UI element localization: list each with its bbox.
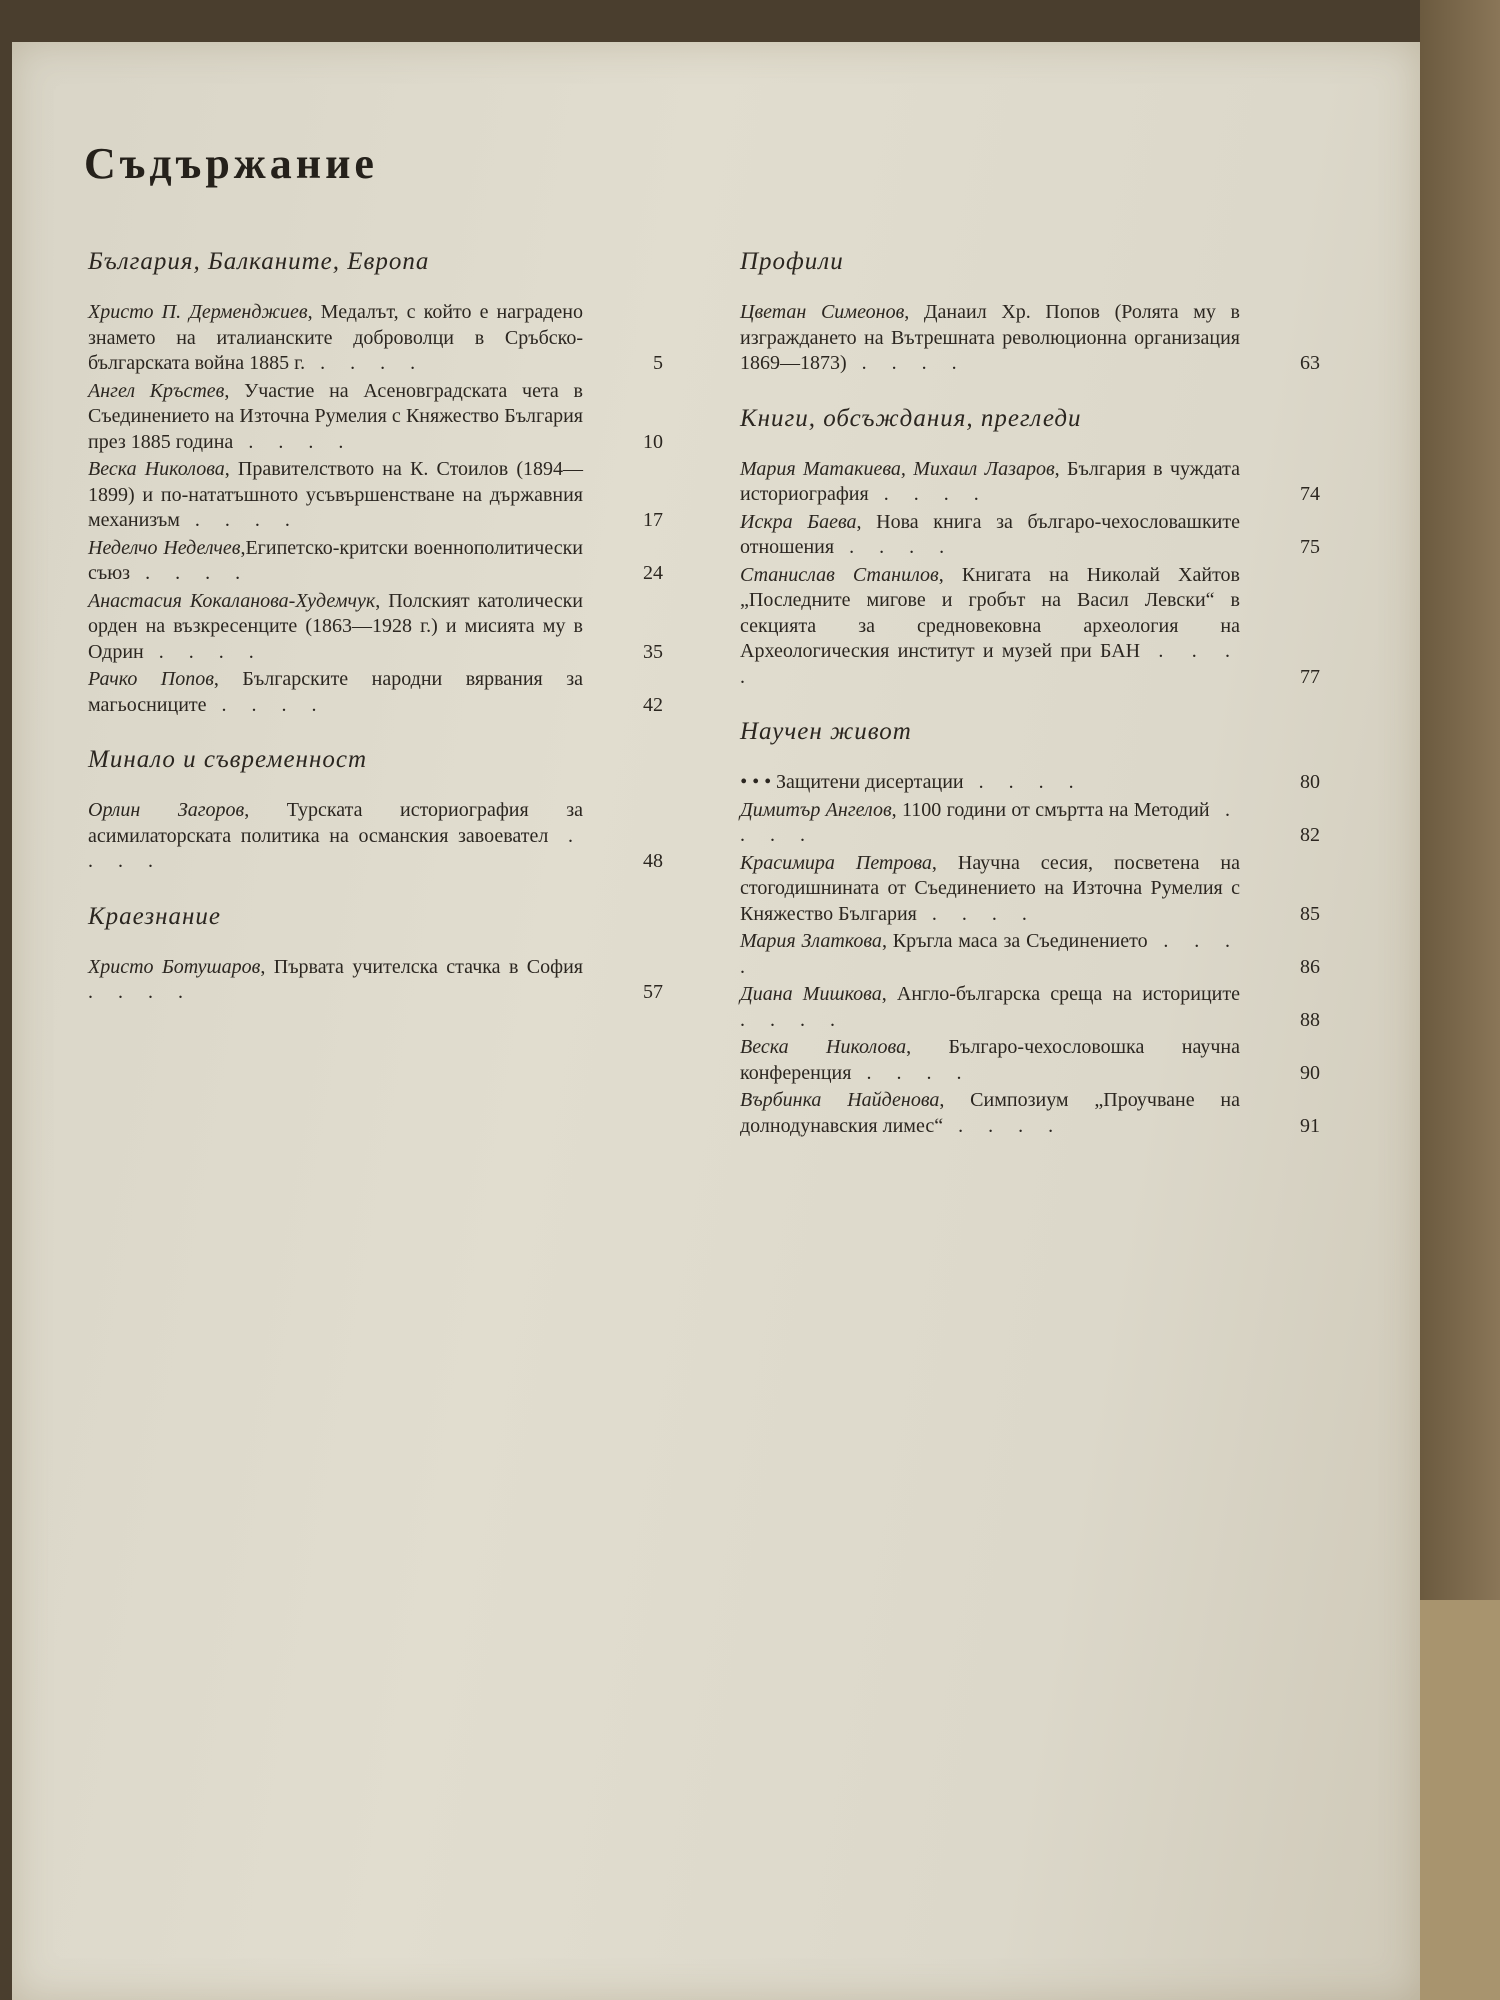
toc-entry: [88, 300, 663, 377]
background-shelf: [1420, 1600, 1500, 2000]
section-heading: Краезнание: [88, 902, 222, 930]
entry-title: , Участие на Асеновградската чета в Съединението на Източна Румелия с Княжество България през 1885 година: [88, 379, 583, 453]
dot-leader: . . . .: [88, 981, 193, 1003]
entry-page-number: 74: [1300, 483, 1320, 505]
toc-section: [88, 248, 663, 718]
dot-leader: . . . .: [740, 798, 1241, 846]
entry-title: , Първата учителска стачка в София: [260, 955, 583, 978]
entry-title: , Данаил Хр. Попов (Ролята му в изграждането на Вътрешната революционна организация 1869—1873): [740, 301, 1240, 374]
entry-author: Рачко Попов: [88, 668, 214, 690]
entry-author: Христо П. Дерменджиев: [88, 301, 308, 323]
entry-author: • • •: [740, 771, 772, 793]
entry-author: Върбинка Найденова: [740, 1089, 940, 1111]
toc-entry: [88, 589, 663, 666]
section-heading: Профили: [740, 248, 844, 275]
toc-section: [88, 903, 663, 1006]
toc-entry: [740, 510, 1320, 561]
toc-entry: [740, 929, 1320, 980]
entry-page-number: 48: [643, 850, 663, 872]
entry-page-number: 90: [1300, 1061, 1320, 1084]
entry-author: Мария Златкова: [740, 930, 882, 952]
dot-leader: . . . .: [179, 509, 300, 531]
entry-page-number: 5: [653, 352, 663, 374]
entry-title: , Медалът, с който е наградено знамето на италианските доброволци в Сръбско-българската война 1885 г.: [88, 301, 583, 374]
toc-section: [88, 746, 663, 875]
dot-leader: . . . .: [916, 902, 1037, 925]
dot-leader: . . . .: [740, 930, 1240, 978]
entry-title: , Книгата на Николай Хайтов „Последните мигове и гробът на Васил Левски“ в секцията за средновековна археология на Археологическия институт и музей при БАН: [740, 563, 1241, 662]
toc-entry: [740, 798, 1320, 849]
entry-title: , Нова книга за българо-чехословашките отношения: [740, 510, 1240, 558]
toc-entry: [740, 457, 1320, 508]
entry-author: Христо Ботушаров: [88, 955, 261, 978]
entry-title: , Българо-чехословошка научна конференция: [740, 1036, 1240, 1084]
entry-page-number: 35: [643, 640, 663, 663]
dot-leader: . . . .: [846, 352, 967, 374]
toc-entry: [88, 536, 663, 587]
entry-author: Станислав Станилов: [740, 563, 939, 586]
dot-leader: . . . .: [233, 430, 354, 453]
toc-section: [740, 405, 1320, 691]
entry-page-number: 75: [1300, 536, 1320, 558]
section-heading: Научен живот: [740, 718, 912, 745]
entry-page-number: 85: [1300, 902, 1320, 925]
dot-leader: . . . .: [868, 483, 989, 505]
toc-entry: [88, 379, 663, 456]
entry-page-number: 86: [1300, 955, 1320, 978]
page-title: Съдържание: [84, 139, 378, 188]
toc-entry: [740, 982, 1320, 1033]
entry-page-number: 91: [1300, 1114, 1320, 1137]
dot-leader: . . . .: [943, 1114, 1064, 1137]
toc-entry: [88, 667, 663, 718]
section-heading: България, Балканите, Европа: [88, 248, 430, 275]
entry-author: Цветан Симеонов: [740, 301, 905, 323]
entry-title: , Научна сесия, посветена на стогодишнината от Съединението на Източна Румелия с Княжество България: [740, 851, 1240, 925]
entry-author: Красимира Петрова: [740, 851, 932, 874]
entry-author: Веска Николова: [88, 458, 225, 480]
toc-entry: [88, 955, 663, 1006]
toc-entry: [740, 300, 1320, 377]
entry-title: , Полският католически орден на възкресенците (1863—1928 г.) и мисията му в Одрин: [88, 589, 584, 663]
toc-left-column: [88, 248, 663, 1034]
toc-right-column: [740, 248, 1320, 1167]
entry-title: , Турската историография за асимилаторската политика на османския завоевател: [88, 799, 583, 847]
entry-page-number: 24: [643, 562, 663, 584]
section-heading: Книги, обсъждания, прегледи: [740, 404, 1082, 432]
dot-leader: . . . .: [206, 693, 327, 716]
entry-author: Искра Баева: [740, 510, 857, 533]
toc-section: [740, 248, 1320, 377]
entry-page-number: 80: [1300, 771, 1320, 793]
entry-page-number: 57: [643, 981, 663, 1003]
entry-page-number: 10: [643, 430, 663, 453]
section-heading: Минало и съвременност: [88, 746, 368, 773]
dot-leader: . . . .: [834, 536, 955, 558]
dot-leader: . . . .: [305, 352, 426, 374]
entry-title: , 1100 години от смъртта на Методий: [891, 798, 1210, 821]
entry-title: , Англо-българска среща на историците: [881, 983, 1240, 1005]
dot-leader: . . . .: [143, 640, 264, 663]
toc-entry: [88, 457, 663, 534]
entry-author: Мария Матакиева, Михаил Лазаров: [740, 457, 1055, 480]
entry-page-number: 88: [1300, 1008, 1320, 1031]
dot-leader: . . . .: [88, 824, 583, 872]
entry-author: Анастасия Кокаланова-Худемчук: [88, 589, 376, 612]
toc-entry: [740, 563, 1320, 691]
toc-entry: [88, 798, 663, 875]
entry-page-number: 82: [1300, 824, 1320, 846]
entry-page-number: 17: [643, 509, 663, 531]
entry-title: , България в чуждата историография: [740, 457, 1240, 505]
entry-title: , Кръгла маса за Съединението: [881, 930, 1148, 952]
dot-leader: . . . .: [740, 1008, 845, 1031]
entry-author: Диана Мишкова: [740, 983, 882, 1005]
entry-author: Ангел Кръстев: [88, 379, 225, 402]
entry-title: , Българските народни вярвания за магьосниците: [88, 668, 583, 716]
entry-title: , Симпозиум „Проучване на долнодунавския лимес“: [740, 1089, 1241, 1137]
entry-title: Защитени дисертации: [771, 771, 964, 793]
entry-page-number: 42: [643, 693, 663, 716]
entry-title: , Правителството на К. Стоилов (1894—1899) и по-нататъшното усъвършенстване на държавния механизъм: [88, 458, 583, 531]
toc-entry: [740, 851, 1320, 928]
entry-author: Неделчо Неделчев: [88, 536, 241, 559]
entry-author: Веска Николова: [740, 1036, 907, 1058]
toc-section: [740, 718, 1320, 1139]
dot-leader: . . . .: [851, 1061, 972, 1084]
entry-title: ,Египетско-критски военнополитически съюз: [88, 536, 583, 584]
entry-page-number: 77: [1300, 665, 1320, 688]
entry-author: Димитър Ангелов: [740, 798, 892, 821]
dot-leader: . . . .: [963, 771, 1084, 793]
toc-entry: [740, 1088, 1320, 1139]
dot-leader: . . . .: [740, 640, 1241, 688]
entry-author: Орлин Загоров: [88, 799, 245, 821]
toc-entry: [740, 1035, 1320, 1086]
toc-entry: [740, 770, 1320, 796]
dot-leader: . . . .: [130, 562, 251, 584]
entry-page-number: 63: [1300, 352, 1320, 374]
